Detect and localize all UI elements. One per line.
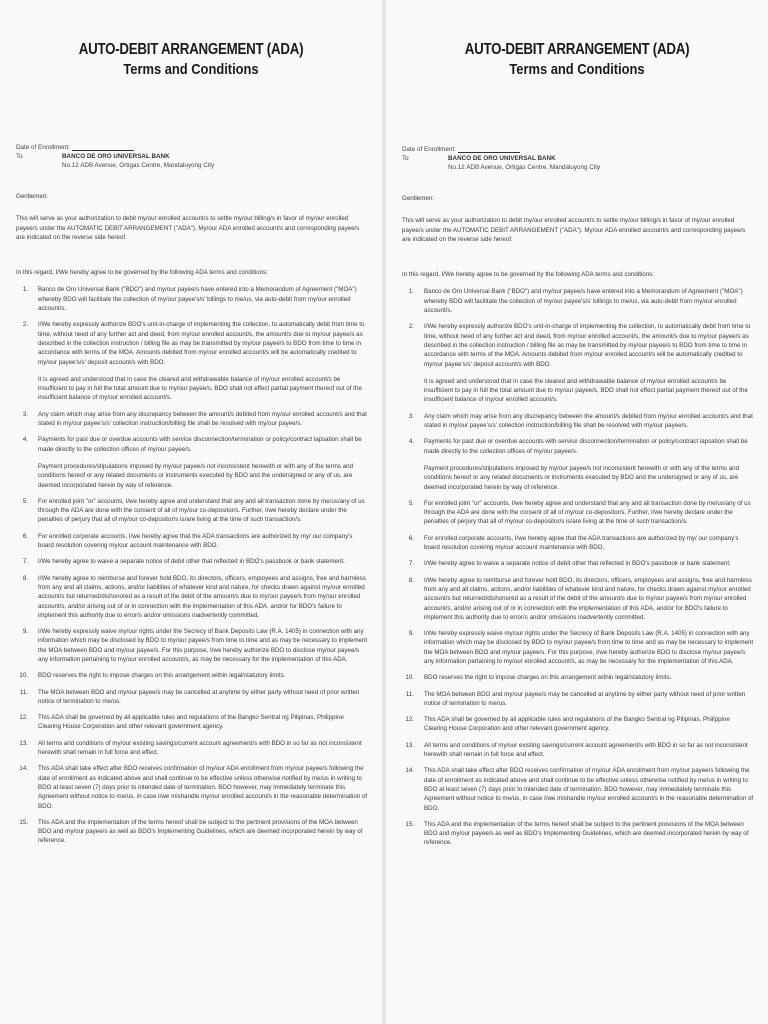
term-body bbox=[424, 534, 754, 553]
term-paragraph: All terms and conditions of my/our existing savings/current account agreement/s with BDO in so far as not inconsistent herewith shall remain in full force and effect. bbox=[38, 739, 362, 757]
term-number: 10. bbox=[405, 674, 414, 682]
term-paragraph: I/We hereby agree to waive a separate notice of debit other that reflected in BDO's passbook or bank statement. bbox=[38, 558, 345, 566]
term-number: 3. bbox=[22, 410, 28, 418]
bank-address: No.12 ADB Avenue, Ortigas Centre, Mandaluyong City bbox=[62, 162, 215, 169]
intro-paragraph: This will serve as your authorization to debit my/our enrolled account/s to settle my/our billing/s in favor of my/our enrolled payee/s under the AUTOMATIC DEBIT ARRANGEMENT ("ADA"). My/our ADA enrolled account/s and corresponding payee/s are indicated on the reverse side hereof. bbox=[402, 217, 746, 243]
term-body bbox=[38, 764, 368, 810]
term-number: 3. bbox=[408, 412, 414, 420]
term-paragraph: Banco de Oro Universal Bank ("BDO") and my/our payee/s have entered into a Memorandum of Agreement ("MOA") whereby BDO will facilitate the collection of my/our payee's/s' billings to me/us, via auto-debit from my/our enrolled account/s. bbox=[424, 288, 743, 315]
term-body bbox=[424, 322, 754, 404]
page-title: AUTO-DEBIT ARRANGEMENT (ADA) bbox=[78, 41, 304, 58]
term-paragraph: Payment procedures/stipulations imposed by my/our payee/s not inconsistent herewith or with any of the terms and conditions hereof or any related documents or instruments executed by BDO and the undersigned or any of us, are deemed incorporated herein by way of reference. bbox=[424, 464, 740, 491]
term-item bbox=[402, 412, 754, 431]
term-body bbox=[424, 741, 754, 760]
term-number: 12. bbox=[405, 716, 414, 724]
term-body bbox=[38, 285, 368, 313]
term-body bbox=[38, 574, 368, 620]
term-number: 4. bbox=[22, 436, 28, 444]
intro-paragraph: This will serve as your authorization to debit my/our enrolled account/s to settle my/our billing/s in favor of my/our enrolled payee/s under the AUTOMATIC DEBIT ARRANGEMENT ("ADA"). My/our ADA enrolled account/s and corresponding payee/s are indicated on the reverse side hereof. bbox=[16, 215, 360, 241]
term-paragraph: Any claim which may arise from any discrepancy between the amount/s debited from my/our enrolled account/s and that stated in my/our payee's/s' collection instruction/billing file shall be resolved with my/our payee/s. bbox=[38, 410, 367, 428]
term-body bbox=[38, 410, 368, 429]
page-title: AUTO-DEBIT ARRANGEMENT (ADA) bbox=[464, 41, 690, 58]
term-paragraph: It is agreed and understood that in case the cleared and withdrawable balance of my/our enrolled account/s be insufficient to pay in full the total amount due to my/our payee/s, BDO shall not effect partial payment thereof out of the insufficient balance of my/our enrolled account/s. bbox=[38, 375, 362, 402]
to-label: To bbox=[16, 153, 23, 160]
term-paragraph: For enrolled joint "or" accounts, I/we hereby agree and understand that any and all transaction done by me/us/any of us through the ADA are done with the consent of all of my/our co-depositor/s. Further, I/we hereby declare under the penalties of perjury that all of my/our co-depositor/s is/are living at the time of such transaction/s. bbox=[424, 499, 751, 526]
term-body bbox=[38, 688, 368, 707]
date-blank bbox=[72, 143, 134, 151]
term-body bbox=[424, 287, 754, 315]
term-number: 9. bbox=[408, 630, 414, 638]
term-number: 5. bbox=[22, 497, 28, 505]
salutation: Gentlemen: bbox=[16, 193, 48, 200]
term-item bbox=[16, 410, 368, 429]
term-body bbox=[424, 629, 754, 666]
salutation: Gentlemen: bbox=[402, 195, 434, 202]
term-body bbox=[424, 690, 754, 709]
term-item bbox=[16, 713, 368, 732]
term-number: 15. bbox=[19, 818, 28, 826]
term-item bbox=[16, 739, 368, 758]
term-item bbox=[16, 532, 368, 551]
term-paragraph: BDO reserves the right to impose charges on this arrangement within legal/statutory limits. bbox=[38, 672, 286, 680]
term-number: 2. bbox=[22, 321, 28, 329]
term-body bbox=[38, 435, 368, 489]
term-number: 14. bbox=[405, 767, 414, 775]
term-number: 4. bbox=[408, 438, 414, 446]
bank-name: BANCO DE ORO UNIVERSAL BANK bbox=[62, 153, 170, 160]
terms-list bbox=[402, 287, 754, 847]
term-body bbox=[38, 818, 368, 846]
term-item bbox=[16, 818, 368, 846]
term-item bbox=[402, 287, 754, 315]
term-body bbox=[424, 437, 754, 491]
term-item bbox=[402, 673, 754, 682]
term-paragraph: BDO reserves the right to impose charges on this arrangement within legal/statutory limits. bbox=[424, 674, 672, 682]
term-number: 5. bbox=[408, 499, 414, 507]
term-paragraph: Payments for past due or overdue accounts with service disconnection/termination or policy/contract lapsation shall be made directly to the collection offices of my/our payee/s. bbox=[38, 436, 362, 453]
term-body bbox=[38, 320, 368, 402]
term-body bbox=[38, 557, 368, 566]
date-label: Date of Enrollment: bbox=[16, 144, 70, 151]
term-paragraph: This ADA and the implementation of the terms hereof shall be subject to the pertinent provisions of the MOA between BDO and my/our payee/s as well as BDO's Implementing Guidelines, which are deemed incorporated herein by way of reference. bbox=[38, 818, 363, 845]
term-paragraph: Payments for past due or overdue accounts with service disconnection/termination or policy/contract lapsation shall be made directly to the collection offices of my/our payee/s. bbox=[424, 438, 748, 455]
term-body bbox=[424, 412, 754, 431]
term-item bbox=[16, 671, 368, 680]
term-item bbox=[402, 629, 754, 666]
term-number: 1. bbox=[408, 288, 414, 296]
term-paragraph: I/We hereby expressly authorize BDO's unit-in-charge of implementing the collection, to automatically debit from time to time, without need of any further act and deed, from my/our enrolled account/s, the amount/s due to my/our payee/s as described in the collection instruction / billing file as may be transmitted by my/our payee/s to BDO from time to time in accordance with terms of the MOA. Amounts debited from my/our enrolled account/s will be automatically credited to my/our payee's/s' deposit account/s with BDO. bbox=[424, 323, 751, 368]
term-body bbox=[38, 497, 368, 525]
term-paragraph: This ADA shall take effect after BDO receives confirmation of my/our ADA enrollment from my/our payee/s following the date of enrollment as indicated above and shall continue to be effective unless otherwise notified by me/us in writing to BDO at least seven (7) days prior to intended date of termination. BDO however, may immediately terminate this Agreement without notice to me/us, in case I/we mishandle my/our enrolled account/s in the reasonable determination of BDO. bbox=[424, 767, 754, 812]
term-number: 7. bbox=[408, 560, 414, 568]
term-item bbox=[402, 741, 754, 760]
term-paragraph: For enrolled joint "or" accounts, I/we hereby agree and understand that any and all transaction done by me/us/any of us through the ADA are done with the consent of all of my/our co-depositor/s. Further, I/we hereby declare under the penalties of perjury that all of my/our co-depositor/s is/are living at the time of such transaction/s. bbox=[38, 497, 365, 524]
term-number: 6. bbox=[408, 534, 414, 542]
term-paragraph: For enrolled corporate accounts, I/we hereby agree that the ADA transactions are authorized by my/ our company's board resolution covering my/our account maintenance with BDO. bbox=[38, 532, 353, 550]
term-paragraph: For enrolled corporate accounts, I/we hereby agree that the ADA transactions are authorized by my/ our company's board resolution covering my/our account maintenance with BDO. bbox=[424, 534, 739, 552]
term-item bbox=[402, 690, 754, 709]
term-paragraph: I/We hereby expressly waive my/our rights under the Secrecy of Bank Deposits Law (R.A. 1405) in connection with any information which may be disclosed by BDO to my/our payee/s from time to time and as may be necessary to implement the MOA between BDO and my/our payee/s. For this purpose, I/we hereby authorize BDO to disclose my/our payee/s any information pertaining to my/our enrolled account/s, as may be necessary for the implementation of this ADA. bbox=[38, 628, 368, 663]
bank-address: No.12 ADB Avenue, Ortigas Centre, Mandaluyong City bbox=[448, 164, 601, 171]
term-item bbox=[16, 285, 368, 313]
term-item bbox=[16, 627, 368, 664]
term-paragraph: All terms and conditions of my/our existing savings/current account agreement/s with BDO in so far as not inconsistent herewith shall remain in full force and effect. bbox=[424, 741, 748, 759]
term-number: 6. bbox=[22, 532, 28, 540]
term-body bbox=[38, 627, 368, 664]
terms-list bbox=[16, 285, 368, 845]
term-paragraph: I/We hereby expressly authorize BDO's unit-in-charge of implementing the collection, to automatically debit from time to time, without need of any further act and deed, from my/our enrolled account/s, the amount/s due to my/our payee/s as described in the collection instruction / billing file as may be transmitted by my/our payee/s to BDO from time to time in accordance with terms of the MOA. Amounts debited from my/our enrolled account/s will be automatically credited to my/our payee's/s' deposit account/s with BDO. bbox=[38, 321, 365, 366]
term-number: 12. bbox=[19, 714, 28, 722]
term-number: 8. bbox=[22, 574, 28, 582]
regard-paragraph: In this regard, I/We hereby agree to be governed by the following ADA terms and conditions: bbox=[16, 269, 269, 277]
term-body bbox=[38, 532, 368, 551]
term-item bbox=[402, 766, 754, 812]
document-page-left bbox=[0, 0, 382, 1024]
term-body bbox=[424, 820, 754, 848]
term-paragraph: I/We hereby agree to waive a separate notice of debit other that reflected in BDO's passbook or bank statement. bbox=[424, 560, 731, 568]
regard-paragraph: In this regard, I/We hereby agree to be governed by the following ADA terms and conditions: bbox=[402, 271, 655, 279]
term-item bbox=[16, 574, 368, 620]
date-label: Date of Enrollment: bbox=[402, 146, 456, 153]
term-item bbox=[16, 557, 368, 566]
term-paragraph: The MOA between BDO and my/our payee/s may be cancelled at anytime by either party without need of prior written notice of termination to me/us. bbox=[424, 690, 746, 707]
term-paragraph: The MOA between BDO and my/our payee/s may be cancelled at anytime by either party without need of prior written notice of termination to me/us. bbox=[38, 688, 360, 705]
term-body bbox=[424, 559, 754, 568]
term-item bbox=[16, 435, 368, 489]
term-number: 11. bbox=[405, 690, 414, 698]
term-number: 13. bbox=[19, 739, 28, 747]
term-paragraph: It is agreed and understood that in case the cleared and withdrawable balance of my/our enrolled account/s be insufficient to pay in full the total amount due to my/our payee/s, BDO shall not effect partial payment thereof out of the insufficient balance of my/our enrolled account/s. bbox=[424, 377, 748, 404]
bank-name: BANCO DE ORO UNIVERSAL BANK bbox=[448, 155, 556, 162]
term-paragraph: This ADA and the implementation of the terms hereof shall be subject to the pertinent provisions of the MOA between BDO and my/our payee/s as well as BDO's Implementing Guidelines, which are deemed incorporated herein by way of reference. bbox=[424, 820, 749, 847]
term-number: 2. bbox=[408, 323, 414, 331]
term-item bbox=[402, 534, 754, 553]
term-body bbox=[38, 671, 368, 680]
term-number: 10. bbox=[19, 672, 28, 680]
term-paragraph: I/We hereby expressly waive my/our rights under the Secrecy of Bank Deposits Law (R.A. 1405) in connection with any information which may be disclosed by BDO to my/our payee/s from time to time and as may be necessary to implement the MOA between BDO and my/our payee/s. For this purpose, I/we hereby authorize BDO to disclose my/our payee/s any information pertaining to my/our enrolled account/s, as may be necessary for the implementation of this ADA. bbox=[424, 630, 754, 665]
term-number: 13. bbox=[405, 741, 414, 749]
term-number: 7. bbox=[22, 558, 28, 566]
page-subtitle: Terms and Conditions bbox=[509, 61, 645, 78]
term-body bbox=[424, 576, 754, 622]
term-paragraph: Any claim which may arise from any discrepancy between the amount/s debited from my/our enrolled account/s and that stated in my/our payee's/s' collection instruction/billing file shall be resolved with my/our payee/s. bbox=[424, 412, 753, 430]
address-block bbox=[402, 145, 768, 172]
term-item bbox=[402, 576, 754, 622]
document-page-right bbox=[386, 0, 768, 1024]
term-item bbox=[16, 688, 368, 707]
term-paragraph: This ADA shall be governed by all applicable rules and regulations of the Bangko Sentral ng Pilipinas, Philippine Clearing House Corporation and other relevant government agency. bbox=[38, 714, 344, 731]
date-blank bbox=[458, 145, 520, 153]
term-paragraph: Payment procedures/stipulations imposed by my/our payee/s not inconsistent herewith or with any of the terms and conditions hereof or any related documents or instruments executed by BDO and the undersigned or any of us, are deemed incorporated herein by way of reference. bbox=[38, 462, 354, 489]
term-number: 1. bbox=[22, 286, 28, 294]
term-item bbox=[402, 437, 754, 491]
term-paragraph: Banco de Oro Universal Bank ("BDO") and my/our payee/s have entered into a Memorandum of Agreement ("MOA") whereby BDO will facilitate the collection of my/our payee's/s' billings to me/us, via auto-debit from my/our enrolled account/s. bbox=[38, 286, 357, 313]
term-item bbox=[16, 320, 368, 402]
term-paragraph: This ADA shall take effect after BDO receives confirmation of my/our ADA enrollment from my/our payee/s following the date of enrollment as indicated above and shall continue to be effective unless otherwise notified by me/us in writing to BDO at least seven (7) days prior to intended date of termination. BDO however, may immediately terminate this Agreement without notice to me/us, in case I/we mishandle my/our enrolled account/s in the reasonable determination of BDO. bbox=[38, 765, 368, 810]
term-item bbox=[402, 715, 754, 734]
term-paragraph: I/We hereby agree to reimburse and forever hold BDO, its directors, officers, employees and assigns, free and harmless from any and all claims, actions, and/or liabilities of whatever kind and nature, for checks drawn against my/our enrolled account/s but returned/dishonored as a result of the debit of the amount/s due to my/our payee/s from my/our enrolled account/s, and/or arising out of or in connection with the implementation of this ADA, and/or for BDO's failure to implement this authority due to error/s and/or omissions inadvertently committed. bbox=[424, 576, 752, 621]
term-item bbox=[402, 499, 754, 527]
term-body bbox=[424, 673, 754, 682]
term-number: 11. bbox=[19, 688, 28, 696]
term-item bbox=[16, 497, 368, 525]
term-number: 14. bbox=[19, 765, 28, 773]
term-number: 9. bbox=[22, 628, 28, 636]
address-block bbox=[16, 143, 382, 170]
term-number: 8. bbox=[408, 576, 414, 584]
term-number: 15. bbox=[405, 820, 414, 828]
term-item bbox=[16, 764, 368, 810]
term-item bbox=[402, 820, 754, 848]
term-item bbox=[402, 322, 754, 404]
term-body bbox=[424, 766, 754, 812]
term-paragraph: This ADA shall be governed by all applicable rules and regulations of the Bangko Sentral ng Pilipinas, Philippine Clearing House Corporation and other relevant government agency. bbox=[424, 716, 730, 733]
term-body bbox=[424, 499, 754, 527]
term-item bbox=[402, 559, 754, 568]
term-body bbox=[38, 739, 368, 758]
term-body bbox=[38, 713, 368, 732]
to-label: To bbox=[402, 155, 409, 162]
term-paragraph: I/We hereby agree to reimburse and forever hold BDO, its directors, officers, employees and assigns, free and harmless from any and all claims, actions, and/or liabilities of whatever kind and nature, for checks drawn against my/our enrolled account/s but returned/dishonored as a result of the debit of the amount/s due to my/our payee/s from my/our enrolled account/s, and/or arising out of or in connection with the implementation of this ADA, and/or for BDO's failure to implement this authority due to error/s and/or omissions inadvertently committed. bbox=[38, 574, 366, 619]
term-body bbox=[424, 715, 754, 734]
page-subtitle: Terms and Conditions bbox=[123, 61, 259, 78]
